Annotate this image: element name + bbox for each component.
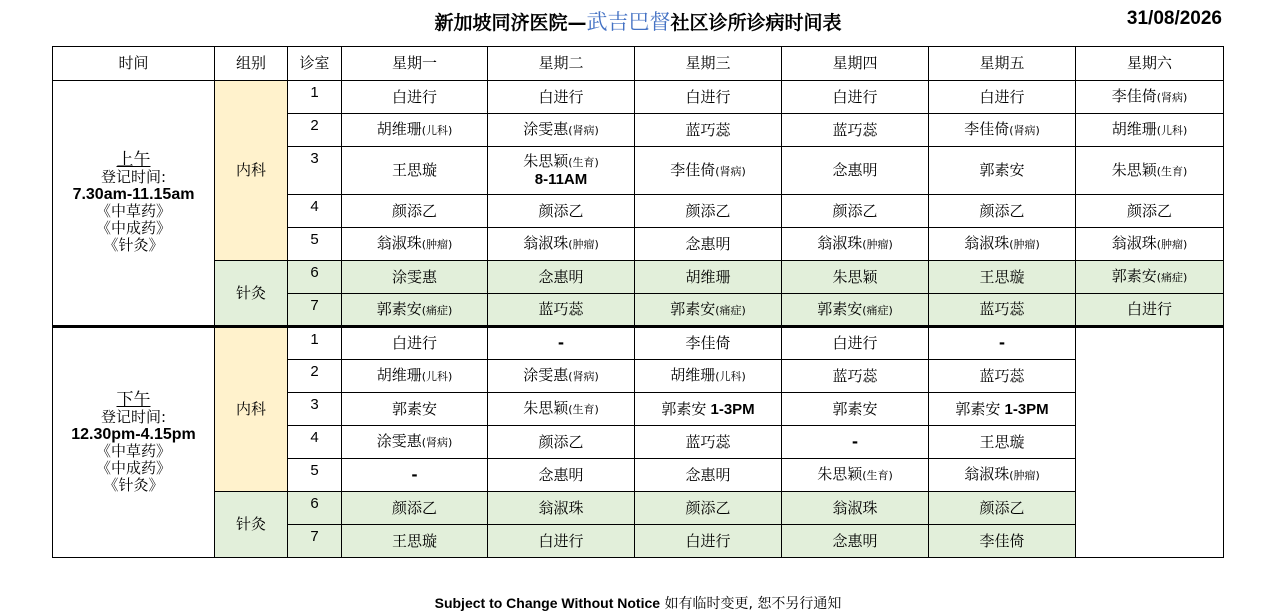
doctor-name: 涂雯惠 xyxy=(376,432,422,450)
saturday-afternoon-empty xyxy=(1076,327,1224,558)
specialty-note: (痛症) xyxy=(862,303,893,317)
doctor-cell xyxy=(1076,195,1224,228)
room-number: 1 xyxy=(288,327,342,360)
afternoon-registration-label: 登记时间: xyxy=(100,407,167,426)
specialty-note: (肾病) xyxy=(1156,91,1188,104)
specialty-note: (儿科) xyxy=(421,370,453,383)
doctor-cell xyxy=(782,525,929,558)
doctor-name: 涂雯惠 xyxy=(523,120,569,138)
session-time: 1-3PM xyxy=(706,400,755,418)
doctor-cell xyxy=(488,81,635,114)
doctor-cell xyxy=(782,195,929,228)
doctor-name: 涂雯惠 xyxy=(523,366,569,384)
morning-period-label: 上午 xyxy=(116,150,151,170)
doctor-name: 郭素安 xyxy=(832,399,878,418)
doctor-name: 白进行 xyxy=(685,531,731,550)
group-internal-medicine: 内科 xyxy=(215,81,288,261)
col-header-day: 星期三 xyxy=(635,47,782,81)
doctor-cell xyxy=(782,114,929,147)
doctor-cell xyxy=(488,525,635,558)
schedule-row xyxy=(53,261,1224,294)
doctor-name: 蓝巧蕊 xyxy=(979,300,1025,318)
doctor-name: 蓝巧蕊 xyxy=(832,120,878,139)
doctor-cell xyxy=(1076,228,1224,261)
room-number: 3 xyxy=(288,147,342,195)
doctor-name: 念惠明 xyxy=(685,465,731,484)
doctor-name: - xyxy=(851,432,859,451)
doctor-cell xyxy=(342,114,488,147)
session-time: 8-11AM xyxy=(534,171,588,188)
doctor-cell xyxy=(782,360,929,393)
morning-service-item: 《中草药》 xyxy=(95,202,171,220)
col-header-day: 星期四 xyxy=(782,47,929,81)
doctor-name: 念惠明 xyxy=(832,161,878,179)
doctor-cell xyxy=(929,114,1076,147)
col-header-day: 星期二 xyxy=(488,47,635,81)
doctor-name: 郭素安 xyxy=(376,299,422,318)
col-header-day: 星期一 xyxy=(342,47,488,81)
doctor-cell xyxy=(635,147,782,195)
doctor-cell xyxy=(635,327,782,360)
specialty-note: (肾病) xyxy=(1009,124,1040,137)
specialty-note: (肿瘤) xyxy=(1009,469,1040,482)
doctor-name: 蓝巧蕊 xyxy=(685,120,731,139)
doctor-name: 郭素安 xyxy=(661,399,707,418)
doctor-cell xyxy=(342,492,488,525)
doctor-name: 郭素安 xyxy=(955,399,1001,418)
doctor-name: 蓝巧蕊 xyxy=(979,366,1025,385)
doctor-cell xyxy=(488,327,635,360)
doctor-name: 胡维珊 xyxy=(670,366,716,384)
col-header-room: 诊室 xyxy=(288,47,342,81)
doctor-name: 翁淑珠 xyxy=(523,234,569,252)
doctor-cell xyxy=(929,261,1076,294)
doctor-name: 郭素安 xyxy=(391,399,437,418)
doctor-cell xyxy=(929,525,1076,558)
doctor-name: 朱思颖 xyxy=(832,267,878,286)
doctor-cell xyxy=(782,426,929,459)
group-internal-medicine: 内科 xyxy=(215,327,288,492)
room-number: 2 xyxy=(288,360,342,393)
page-title xyxy=(0,6,1276,36)
doctor-name: 李佳倚 xyxy=(979,531,1025,550)
doctor-cell xyxy=(488,459,635,492)
doctor-cell xyxy=(488,147,635,195)
schedule-row xyxy=(53,492,1224,525)
doctor-name: 颜添乙 xyxy=(685,498,731,517)
doctor-name: 翁淑珠 xyxy=(832,498,878,517)
page-header xyxy=(0,4,1276,32)
doctor-cell xyxy=(929,360,1076,393)
doctor-cell xyxy=(488,393,635,426)
doctor-cell xyxy=(488,426,635,459)
doctor-name: 王思璇 xyxy=(391,531,437,550)
doctor-name: 王思璇 xyxy=(391,161,437,179)
specialty-note: (肿瘤) xyxy=(1156,238,1188,251)
morning-time-cell xyxy=(53,81,215,327)
doctor-cell xyxy=(342,195,488,228)
doctor-cell xyxy=(929,195,1076,228)
doctor-name: 李佳倚 xyxy=(670,160,716,179)
schedule-date: 31/08/2026 xyxy=(1126,8,1222,29)
doctor-name: 蓝巧蕊 xyxy=(832,366,878,385)
doctor-cell xyxy=(929,492,1076,525)
col-header-day: 星期五 xyxy=(929,47,1076,81)
morning-service-item: 《中成药》 xyxy=(95,219,171,237)
doctor-cell xyxy=(1076,294,1224,327)
specialty-note: (痛症) xyxy=(1156,271,1188,284)
afternoon-service-item: 《针灸》 xyxy=(103,475,164,494)
doctor-cell xyxy=(342,81,488,114)
specialty-note: (肿瘤) xyxy=(1009,238,1040,251)
doctor-cell xyxy=(342,327,488,360)
specialty-note: (肾病) xyxy=(568,370,599,383)
doctor-cell xyxy=(488,114,635,147)
col-header-group: 组别 xyxy=(215,47,288,81)
specialty-note: (痛症) xyxy=(421,303,453,317)
footer-notice-en: Subject to Change Without Notice xyxy=(434,595,661,611)
doctor-cell xyxy=(635,426,782,459)
doctor-cell xyxy=(342,459,488,492)
doctor-name: 翁淑珠 xyxy=(538,498,584,517)
doctor-cell xyxy=(635,114,782,147)
specialty-note: (生育) xyxy=(568,403,599,416)
doctor-name: - xyxy=(557,334,565,352)
doctor-name: 念惠明 xyxy=(685,234,731,253)
doctor-name: 蓝巧蕊 xyxy=(538,300,584,318)
doctor-cell xyxy=(488,360,635,393)
doctor-cell xyxy=(342,147,488,195)
doctor-cell xyxy=(1076,147,1224,195)
doctor-name: - xyxy=(998,334,1006,352)
doctor-cell xyxy=(342,294,488,327)
afternoon-registration-hours: 12.30pm-4.15pm xyxy=(71,425,196,443)
specialty-note: (肿瘤) xyxy=(421,238,453,251)
doctor-cell xyxy=(635,492,782,525)
doctor-name: 王思璇 xyxy=(979,432,1025,451)
doctor-name: 念惠明 xyxy=(538,465,584,484)
doctor-name: 颜添乙 xyxy=(979,201,1025,220)
room-number: 7 xyxy=(288,525,342,558)
col-header-day: 星期六 xyxy=(1076,47,1224,81)
doctor-name: 李佳倚 xyxy=(685,334,731,352)
doctor-name: 朱思颖 xyxy=(523,152,569,170)
room-number: 1 xyxy=(288,81,342,114)
doctor-cell xyxy=(782,294,929,327)
doctor-cell xyxy=(342,228,488,261)
doctor-name: 颜添乙 xyxy=(979,498,1025,517)
doctor-name: 胡维珊 xyxy=(376,120,422,138)
doctor-cell xyxy=(929,228,1076,261)
doctor-name: 白进行 xyxy=(1126,300,1172,318)
schedule-row xyxy=(53,81,1224,114)
doctor-name: 郭素安 xyxy=(817,299,863,318)
doctor-cell xyxy=(782,228,929,261)
doctor-cell xyxy=(342,360,488,393)
doctor-cell xyxy=(342,525,488,558)
specialty-note: (儿科) xyxy=(715,370,746,383)
doctor-cell xyxy=(929,393,1076,426)
title-prefix: 新加坡同济医院— xyxy=(434,12,587,34)
doctor-name: 郭素安 xyxy=(1111,267,1157,285)
doctor-name: 朱思颖 xyxy=(817,465,863,483)
specialty-note: (生育) xyxy=(862,469,893,482)
doctor-name: 颜添乙 xyxy=(538,432,584,451)
doctor-cell xyxy=(342,393,488,426)
doctor-name: 念惠明 xyxy=(832,531,878,550)
doctor-cell xyxy=(782,327,929,360)
schedule-table xyxy=(52,46,1224,558)
group-acupuncture: 针灸 xyxy=(215,492,288,558)
header-row xyxy=(53,47,1224,81)
doctor-cell xyxy=(929,294,1076,327)
specialty-note: (儿科) xyxy=(421,124,453,137)
doctor-name: 白进行 xyxy=(832,334,878,352)
doctor-name: 白进行 xyxy=(832,87,878,106)
room-number: 6 xyxy=(288,492,342,525)
doctor-name: 颜添乙 xyxy=(538,201,584,220)
doctor-name: 郭素安 xyxy=(670,299,716,318)
doctor-name: 李佳倚 xyxy=(964,120,1010,138)
room-number: 4 xyxy=(288,426,342,459)
schedule-row xyxy=(53,327,1224,360)
title-clinic-name: 武吉巴督 xyxy=(586,10,671,34)
doctor-cell xyxy=(782,492,929,525)
session-time: 1-3PM xyxy=(1000,400,1049,418)
group-acupuncture: 针灸 xyxy=(215,261,288,327)
title-suffix: 社区诊所诊病时间表 xyxy=(670,12,842,34)
morning-registration-label: 登记时间: xyxy=(100,168,167,186)
specialty-note: (痛症) xyxy=(715,303,746,317)
specialty-note: (肾病) xyxy=(421,436,453,449)
doctor-cell xyxy=(635,81,782,114)
doctor-cell xyxy=(929,147,1076,195)
doctor-cell xyxy=(929,327,1076,360)
doctor-cell xyxy=(782,261,929,294)
afternoon-service-item: 《中草药》 xyxy=(95,441,171,460)
room-number: 5 xyxy=(288,228,342,261)
doctor-cell xyxy=(488,228,635,261)
doctor-cell xyxy=(488,294,635,327)
room-number: 5 xyxy=(288,459,342,492)
doctor-name: 翁淑珠 xyxy=(1111,234,1157,252)
room-number: 2 xyxy=(288,114,342,147)
doctor-cell xyxy=(782,459,929,492)
doctor-cell xyxy=(929,426,1076,459)
doctor-cell xyxy=(782,393,929,426)
doctor-name: 翁淑珠 xyxy=(964,465,1010,483)
doctor-name: 颜添乙 xyxy=(391,498,437,517)
doctor-name: 翁淑珠 xyxy=(376,234,422,252)
doctor-name: 白进行 xyxy=(391,87,437,106)
doctor-name: 胡维珊 xyxy=(376,366,422,384)
doctor-cell xyxy=(635,294,782,327)
specialty-note: (肿瘤) xyxy=(862,238,893,251)
morning-registration-hours: 7.30am-11.15am xyxy=(72,186,195,203)
doctor-cell xyxy=(635,360,782,393)
afternoon-time-cell xyxy=(53,327,215,558)
specialty-note: (儿科) xyxy=(1156,124,1188,137)
doctor-name: 胡维珊 xyxy=(1111,120,1157,138)
doctor-cell xyxy=(635,393,782,426)
doctor-cell xyxy=(635,228,782,261)
morning-service-item: 《针灸》 xyxy=(103,236,164,254)
doctor-cell xyxy=(929,81,1076,114)
specialty-note: (肾病) xyxy=(568,124,599,137)
doctor-name: 颜添乙 xyxy=(832,201,878,220)
doctor-name: - xyxy=(411,465,418,484)
room-number: 3 xyxy=(288,393,342,426)
doctor-cell xyxy=(782,81,929,114)
doctor-cell xyxy=(488,261,635,294)
doctor-name: 郭素安 xyxy=(979,161,1025,179)
doctor-cell xyxy=(782,147,929,195)
doctor-cell xyxy=(635,459,782,492)
specialty-note: (肿瘤) xyxy=(568,238,599,251)
footer-notice xyxy=(0,593,1276,613)
doctor-cell xyxy=(488,195,635,228)
doctor-name: 白进行 xyxy=(538,87,584,106)
doctor-cell xyxy=(488,492,635,525)
afternoon-period-label: 下午 xyxy=(116,389,151,410)
footer-notice-zh: 如有临时变更, 恕不另行通知 xyxy=(660,596,842,612)
doctor-cell xyxy=(929,459,1076,492)
specialty-note: (生育) xyxy=(568,156,599,169)
doctor-cell xyxy=(635,525,782,558)
doctor-cell xyxy=(342,426,488,459)
doctor-name: 胡维珊 xyxy=(685,267,731,286)
doctor-name: 颜添乙 xyxy=(685,201,731,220)
doctor-cell xyxy=(635,195,782,228)
specialty-note: (肾病) xyxy=(715,164,746,178)
doctor-name: 念惠明 xyxy=(538,267,584,286)
doctor-name: 朱思颖 xyxy=(1111,160,1157,179)
doctor-cell xyxy=(1076,261,1224,294)
doctor-name: 白进行 xyxy=(391,334,437,352)
afternoon-service-item: 《中成药》 xyxy=(95,458,171,477)
doctor-name: 白进行 xyxy=(979,87,1025,106)
room-number: 6 xyxy=(288,261,342,294)
specialty-note: (生育) xyxy=(1156,164,1188,178)
doctor-cell xyxy=(342,261,488,294)
doctor-name: 涂雯惠 xyxy=(391,267,437,286)
room-number: 4 xyxy=(288,195,342,228)
col-header-time: 时间 xyxy=(53,47,215,81)
doctor-cell xyxy=(1076,114,1224,147)
doctor-name: 白进行 xyxy=(685,87,731,106)
doctor-name: 翁淑珠 xyxy=(964,234,1010,252)
doctor-cell xyxy=(635,261,782,294)
doctor-name: 蓝巧蕊 xyxy=(685,432,731,451)
doctor-name: 白进行 xyxy=(538,531,584,550)
doctor-name: 朱思颖 xyxy=(523,399,569,417)
doctor-name: 颜添乙 xyxy=(391,201,437,220)
doctor-name: 王思璇 xyxy=(979,267,1025,286)
room-number: 7 xyxy=(288,294,342,327)
doctor-name: 颜添乙 xyxy=(1126,201,1172,220)
doctor-name: 翁淑珠 xyxy=(817,234,863,252)
doctor-cell xyxy=(1076,81,1224,114)
doctor-name: 李佳倚 xyxy=(1111,87,1157,105)
